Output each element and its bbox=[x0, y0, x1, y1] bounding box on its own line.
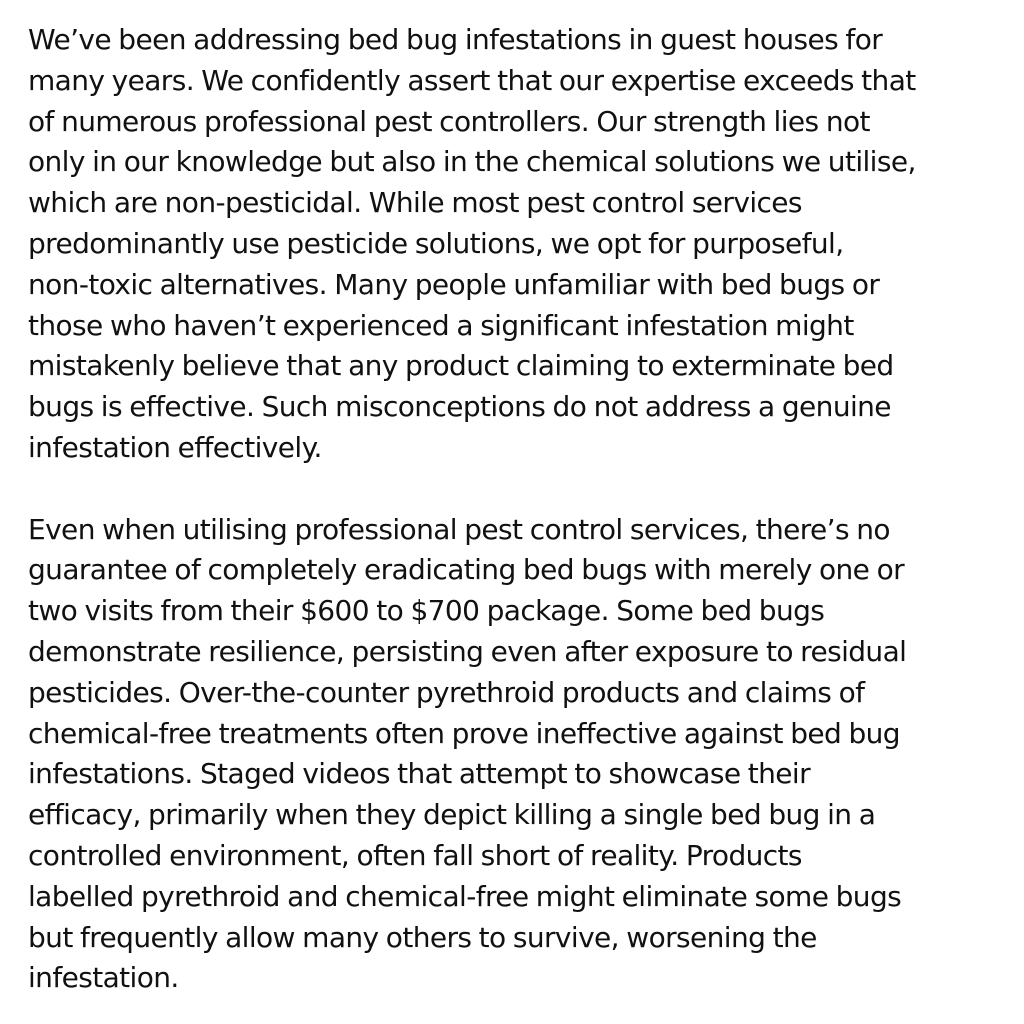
text-line: but frequently allow many others to survive, worsening the bbox=[28, 920, 817, 954]
text-line: efficacy, primarily when they depict killing a single bed bug in a bbox=[28, 798, 876, 832]
text-line: those who haven’t experienced a significant infestation might bbox=[28, 308, 854, 342]
text-line: controlled environment, often fall short of reality. Products bbox=[28, 838, 802, 872]
text-line: We’ve been addressing bed bug infestations in guest houses for bbox=[28, 23, 883, 56]
paragraph-1 bbox=[28, 20, 996, 469]
text-line: only in our knowledge but also in the chemical solutions we utilise, bbox=[28, 145, 916, 179]
text-line: Even when utilising professional pest control services, there’s no bbox=[28, 512, 890, 546]
text-line: chemical-free treatments often prove ineffective against bed bug bbox=[28, 716, 900, 750]
text-line: infestation effectively. bbox=[28, 430, 322, 464]
text-line: of numerous professional pest controllers. Our strength lies not bbox=[28, 104, 870, 138]
text-line: many years. We confidently assert that our expertise exceeds that bbox=[28, 63, 916, 97]
text-line: non-toxic alternatives. Many people unfamiliar with bed bugs or bbox=[28, 267, 880, 301]
text-line: bugs is effective. Such misconceptions do not address a genuine bbox=[28, 390, 891, 424]
text-line: infestations. Staged videos that attempt to showcase their bbox=[28, 757, 811, 791]
text-line: pesticides. Over-the-counter pyrethroid products and claims of bbox=[28, 675, 865, 709]
paragraph-2 bbox=[28, 510, 996, 1000]
text-line: guarantee of completely eradicating bed bugs with merely one or bbox=[28, 553, 905, 587]
text-line: labelled pyrethroid and chemical-free might eliminate some bugs bbox=[28, 879, 902, 913]
text-line: two visits from their $600 to $700 package. Some bed bugs bbox=[28, 594, 825, 628]
text-line: mistakenly believe that any product claiming to exterminate bed bbox=[28, 349, 894, 383]
paragraph-spacer bbox=[28, 469, 996, 510]
text-line: demonstrate resilience, persisting even after exposure to residual bbox=[28, 634, 907, 668]
text-line: which are non-pesticidal. While most pest control services bbox=[28, 186, 802, 220]
text-line: infestation. bbox=[28, 961, 179, 995]
text-line: predominantly use pesticide solutions, we opt for purposeful, bbox=[28, 226, 844, 260]
